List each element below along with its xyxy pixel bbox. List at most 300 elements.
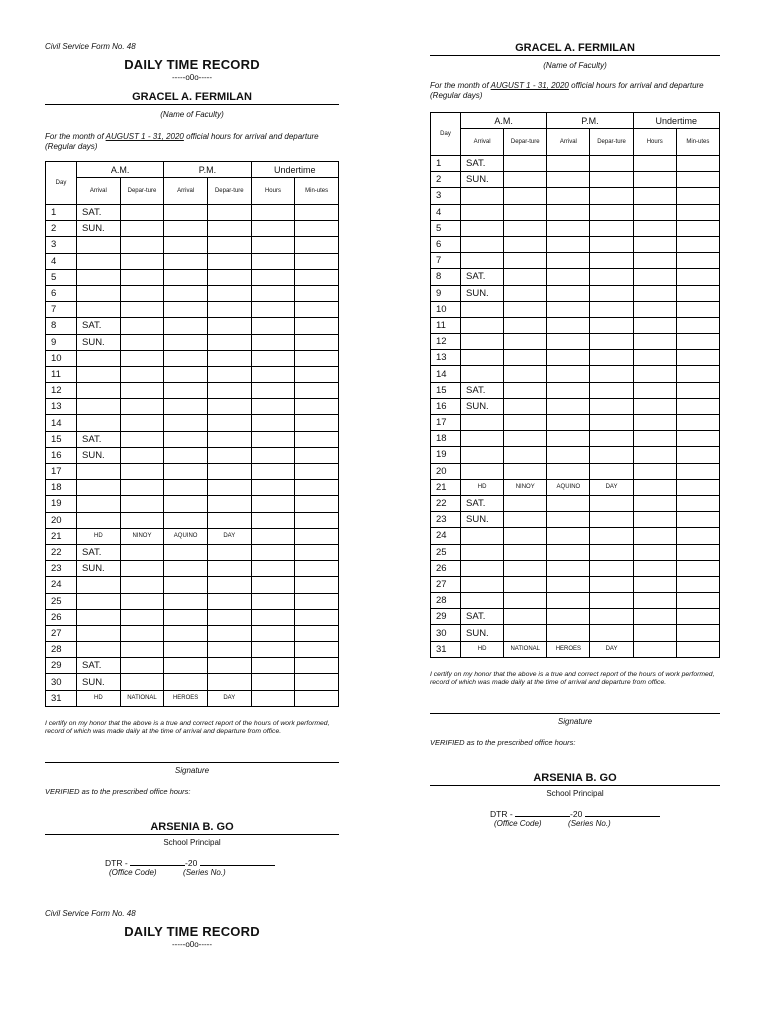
header-hours: Hours xyxy=(633,129,676,156)
pm-arrival-cell xyxy=(164,431,208,447)
pm-departure-cell xyxy=(590,625,633,641)
pm-departure-cell: DAY xyxy=(590,479,633,495)
day-number: 7 xyxy=(46,302,77,318)
undertime-minutes-cell xyxy=(295,431,339,447)
day-number: 19 xyxy=(46,496,77,512)
am-departure-cell xyxy=(120,205,164,221)
verified-text: VERIFIED as to the prescribed office hours: xyxy=(45,786,191,796)
am-departure-cell xyxy=(504,625,547,641)
am-arrival-cell xyxy=(77,464,121,480)
pm-departure-cell: DAY xyxy=(207,528,251,544)
pm-departure-cell xyxy=(590,431,633,447)
undertime-hours-cell xyxy=(633,593,676,609)
pm-departure-cell xyxy=(590,301,633,317)
undertime-hours-cell xyxy=(633,528,676,544)
table-row xyxy=(431,512,720,528)
pm-departure-cell xyxy=(590,382,633,398)
signature-line: Signature xyxy=(45,762,339,775)
day-number: 30 xyxy=(431,625,461,641)
undertime-hours-cell xyxy=(251,431,295,447)
undertime-hours-cell xyxy=(251,383,295,399)
series-no-blank xyxy=(200,865,275,866)
table-row xyxy=(431,560,720,576)
undertime-minutes-cell xyxy=(676,479,719,495)
undertime-minutes-cell xyxy=(676,447,719,463)
table-row xyxy=(46,221,339,237)
undertime-hours-cell xyxy=(633,382,676,398)
table-row xyxy=(46,609,339,625)
pm-departure-cell xyxy=(590,350,633,366)
table-row xyxy=(431,366,720,382)
pm-departure-cell xyxy=(207,593,251,609)
am-arrival-cell xyxy=(77,609,121,625)
undertime-minutes-cell xyxy=(295,334,339,350)
am-departure-cell xyxy=(120,334,164,350)
pm-departure-cell xyxy=(207,496,251,512)
am-departure-cell xyxy=(120,253,164,269)
am-arrival-cell xyxy=(77,480,121,496)
am-departure-cell: NATIONAL xyxy=(120,690,164,706)
faculty-name: GRACEL A. FERMILAN xyxy=(430,42,720,56)
am-arrival-cell: SUN. xyxy=(461,625,504,641)
table-row xyxy=(46,383,339,399)
pm-departure-cell xyxy=(207,269,251,285)
pm-departure-cell xyxy=(207,625,251,641)
am-departure-cell xyxy=(120,285,164,301)
undertime-hours-cell xyxy=(633,495,676,511)
am-arrival-cell: SAT. xyxy=(461,382,504,398)
am-departure-cell xyxy=(504,544,547,560)
undertime-minutes-cell xyxy=(295,205,339,221)
am-arrival-cell: SAT. xyxy=(461,156,504,172)
pm-arrival-cell xyxy=(547,560,590,576)
table-row xyxy=(431,576,720,592)
pm-arrival-cell xyxy=(164,480,208,496)
am-arrival-cell xyxy=(77,383,121,399)
table-row xyxy=(46,237,339,253)
dtr-code-labels xyxy=(430,819,720,828)
am-departure-cell xyxy=(120,609,164,625)
pm-departure-cell xyxy=(590,528,633,544)
undertime-hours-cell xyxy=(251,237,295,253)
am-departure-cell xyxy=(120,561,164,577)
table-row xyxy=(431,382,720,398)
table-row xyxy=(431,593,720,609)
header-pm-arrival: Arrival xyxy=(164,178,208,205)
undertime-hours-cell xyxy=(251,480,295,496)
undertime-minutes-cell xyxy=(676,593,719,609)
day-number: 31 xyxy=(46,690,77,706)
undertime-hours-cell xyxy=(251,464,295,480)
pm-departure-cell xyxy=(207,512,251,528)
pm-arrival-cell xyxy=(547,220,590,236)
am-departure-cell xyxy=(504,317,547,333)
table-row xyxy=(46,399,339,415)
table-row xyxy=(46,285,339,301)
document-title: DAILY TIME RECORD xyxy=(124,924,260,939)
am-arrival-cell xyxy=(461,317,504,333)
day-number: 25 xyxy=(431,544,461,560)
am-arrival-cell xyxy=(461,544,504,560)
pm-departure-cell xyxy=(207,318,251,334)
day-number: 4 xyxy=(431,204,461,220)
am-departure-cell xyxy=(120,625,164,641)
am-departure-cell xyxy=(504,285,547,301)
day-number: 23 xyxy=(46,561,77,577)
undertime-minutes-cell xyxy=(295,269,339,285)
day-number: 1 xyxy=(431,156,461,172)
am-arrival-cell xyxy=(77,366,121,382)
pm-arrival-cell xyxy=(547,156,590,172)
pm-arrival-cell xyxy=(164,544,208,560)
am-departure-cell xyxy=(504,156,547,172)
undertime-hours-cell xyxy=(251,221,295,237)
am-arrival-cell: SUN. xyxy=(77,221,121,237)
am-arrival-cell xyxy=(461,366,504,382)
pm-arrival-cell xyxy=(547,544,590,560)
am-arrival-cell: HD xyxy=(461,641,504,657)
day-number: 28 xyxy=(431,593,461,609)
table-row xyxy=(431,625,720,641)
day-number: 24 xyxy=(46,577,77,593)
pm-arrival-cell xyxy=(164,205,208,221)
pm-arrival-cell xyxy=(547,528,590,544)
pm-departure-cell xyxy=(590,334,633,350)
am-departure-cell xyxy=(504,253,547,269)
am-arrival-cell xyxy=(461,431,504,447)
day-number: 14 xyxy=(431,366,461,382)
pm-departure-cell xyxy=(590,188,633,204)
table-row xyxy=(431,317,720,333)
table-row xyxy=(431,431,720,447)
day-number: 1 xyxy=(46,205,77,221)
undertime-hours-cell xyxy=(633,317,676,333)
am-departure-cell xyxy=(504,560,547,576)
am-departure-cell xyxy=(504,236,547,252)
header-day: Day xyxy=(46,162,77,205)
undertime-hours-cell xyxy=(251,674,295,690)
am-arrival-cell xyxy=(461,463,504,479)
undertime-minutes-cell xyxy=(676,544,719,560)
pm-arrival-cell xyxy=(547,317,590,333)
office-code-blank xyxy=(130,865,185,866)
pm-departure-cell xyxy=(207,544,251,560)
day-number: 19 xyxy=(431,447,461,463)
header-am-arrival: Arrival xyxy=(77,178,121,205)
am-departure-cell xyxy=(120,221,164,237)
undertime-minutes-cell xyxy=(676,188,719,204)
day-number: 24 xyxy=(431,528,461,544)
undertime-hours-cell xyxy=(251,285,295,301)
am-arrival-cell: HD xyxy=(461,479,504,495)
header-pm-departure: Depar-ture xyxy=(590,129,633,156)
pm-departure-cell xyxy=(207,415,251,431)
header-pm-departure: Depar-ture xyxy=(207,178,251,205)
am-arrival-cell: SAT. xyxy=(77,431,121,447)
am-departure-cell xyxy=(504,172,547,188)
day-number: 12 xyxy=(431,334,461,350)
table-row xyxy=(431,463,720,479)
undertime-hours-cell xyxy=(251,577,295,593)
am-departure-cell xyxy=(504,576,547,592)
undertime-minutes-cell xyxy=(295,480,339,496)
am-departure-cell xyxy=(504,204,547,220)
undertime-hours-cell xyxy=(633,415,676,431)
undertime-hours-cell xyxy=(633,253,676,269)
pm-departure-cell xyxy=(207,464,251,480)
am-arrival-cell: SUN. xyxy=(461,172,504,188)
principal-title: School Principal xyxy=(546,788,604,798)
pm-arrival-cell xyxy=(547,236,590,252)
am-arrival-cell xyxy=(461,593,504,609)
am-departure-cell xyxy=(120,593,164,609)
undertime-minutes-cell xyxy=(295,577,339,593)
table-row xyxy=(431,398,720,414)
time-record-table xyxy=(430,112,720,658)
day-number: 20 xyxy=(431,463,461,479)
am-arrival-cell: SAT. xyxy=(461,495,504,511)
am-arrival-cell xyxy=(461,236,504,252)
undertime-minutes-cell xyxy=(676,366,719,382)
undertime-hours-cell xyxy=(251,318,295,334)
pm-departure-cell xyxy=(207,334,251,350)
day-number: 8 xyxy=(46,318,77,334)
day-number: 9 xyxy=(431,285,461,301)
pm-arrival-cell xyxy=(164,512,208,528)
dtr-series-line xyxy=(430,809,720,819)
undertime-minutes-cell xyxy=(295,318,339,334)
pm-departure-cell xyxy=(590,544,633,560)
am-arrival-cell xyxy=(77,302,121,318)
undertime-minutes-cell xyxy=(676,301,719,317)
undertime-minutes-cell xyxy=(676,334,719,350)
pm-arrival-cell xyxy=(164,609,208,625)
day-number: 18 xyxy=(431,431,461,447)
certification-text: I certify on my honor that the above is a true and correct report of the hours of work performed, record of which was made daily at the time of arrival and departure from office. xyxy=(45,719,330,735)
pm-arrival-cell xyxy=(164,625,208,641)
undertime-minutes-cell xyxy=(676,415,719,431)
am-arrival-cell xyxy=(461,350,504,366)
undertime-hours-cell xyxy=(251,512,295,528)
pm-arrival-cell xyxy=(164,253,208,269)
principal-title: School Principal xyxy=(163,837,221,847)
pm-arrival-cell xyxy=(547,285,590,301)
dtr-form-left-next xyxy=(45,909,339,949)
undertime-hours-cell xyxy=(251,609,295,625)
undertime-hours-cell xyxy=(251,658,295,674)
am-departure-cell xyxy=(504,495,547,511)
pm-departure-cell xyxy=(207,431,251,447)
undertime-minutes-cell xyxy=(295,350,339,366)
day-number: 4 xyxy=(46,253,77,269)
am-departure-cell xyxy=(120,658,164,674)
time-record-table xyxy=(45,161,339,707)
pm-departure-cell xyxy=(207,237,251,253)
header-undertime: Undertime xyxy=(633,113,719,129)
pm-arrival-cell xyxy=(164,415,208,431)
am-arrival-cell xyxy=(77,577,121,593)
day-number: 26 xyxy=(46,609,77,625)
undertime-minutes-cell xyxy=(295,625,339,641)
undertime-minutes-cell xyxy=(676,512,719,528)
pm-departure-cell xyxy=(590,172,633,188)
pm-arrival-cell xyxy=(164,221,208,237)
am-departure-cell xyxy=(120,350,164,366)
header-am-departure: Depar-ture xyxy=(504,129,547,156)
am-departure-cell: NINOY xyxy=(504,479,547,495)
pm-departure-cell xyxy=(590,156,633,172)
day-number: 6 xyxy=(46,285,77,301)
undertime-minutes-cell xyxy=(676,172,719,188)
undertime-minutes-cell xyxy=(676,156,719,172)
table-row xyxy=(431,447,720,463)
am-arrival-cell: SUN. xyxy=(77,447,121,463)
am-arrival-cell xyxy=(77,269,121,285)
day-number: 10 xyxy=(431,301,461,317)
day-number: 11 xyxy=(46,366,77,382)
pm-departure-cell xyxy=(207,674,251,690)
pm-arrival-cell xyxy=(164,561,208,577)
month-value: AUGUST 1 - 31, 2020 xyxy=(490,81,569,90)
undertime-hours-cell xyxy=(633,334,676,350)
undertime-minutes-cell xyxy=(676,350,719,366)
undertime-minutes-cell xyxy=(295,237,339,253)
separator: -----o0o----- xyxy=(172,940,212,949)
day-number: 31 xyxy=(431,641,461,657)
undertime-hours-cell xyxy=(633,285,676,301)
pm-departure-cell xyxy=(590,317,633,333)
am-arrival-cell xyxy=(461,220,504,236)
day-number: 7 xyxy=(431,253,461,269)
am-arrival-cell xyxy=(77,642,121,658)
time-record-rows xyxy=(46,205,339,707)
pm-arrival-cell xyxy=(547,495,590,511)
pm-departure-cell xyxy=(590,463,633,479)
day-number: 11 xyxy=(431,317,461,333)
undertime-hours-cell xyxy=(251,399,295,415)
undertime-minutes-cell xyxy=(676,317,719,333)
am-arrival-cell: SUN. xyxy=(461,285,504,301)
pm-departure-cell xyxy=(590,447,633,463)
am-departure-cell xyxy=(120,366,164,382)
table-row xyxy=(431,188,720,204)
table-row xyxy=(46,302,339,318)
pm-arrival-cell xyxy=(547,431,590,447)
pm-arrival-cell xyxy=(547,350,590,366)
undertime-minutes-cell xyxy=(676,253,719,269)
table-row xyxy=(431,479,720,495)
am-arrival-cell xyxy=(461,301,504,317)
am-arrival-cell: SAT. xyxy=(461,609,504,625)
table-row xyxy=(46,318,339,334)
undertime-hours-cell xyxy=(251,561,295,577)
undertime-hours-cell xyxy=(633,301,676,317)
pm-arrival-cell xyxy=(547,415,590,431)
day-number: 6 xyxy=(431,236,461,252)
am-departure-cell xyxy=(504,269,547,285)
undertime-hours-cell xyxy=(633,625,676,641)
pm-arrival-cell xyxy=(547,334,590,350)
header-minutes: Min-utes xyxy=(676,129,719,156)
month-value: AUGUST 1 - 31, 2020 xyxy=(105,132,184,141)
pm-departure-cell xyxy=(207,302,251,318)
am-departure-cell xyxy=(504,415,547,431)
undertime-minutes-cell xyxy=(295,609,339,625)
header-pm: P.M. xyxy=(164,162,251,178)
undertime-hours-cell xyxy=(251,496,295,512)
dtr-prefix: DTR - xyxy=(105,857,128,868)
am-arrival-cell: SUN. xyxy=(461,398,504,414)
table-row xyxy=(46,350,339,366)
am-arrival-cell xyxy=(461,253,504,269)
am-departure-cell xyxy=(120,318,164,334)
pm-arrival-cell xyxy=(164,447,208,463)
table-row xyxy=(46,561,339,577)
am-departure-cell xyxy=(504,593,547,609)
undertime-hours-cell xyxy=(251,642,295,658)
undertime-minutes-cell xyxy=(676,431,719,447)
undertime-minutes-cell xyxy=(295,366,339,382)
pm-arrival-cell xyxy=(547,609,590,625)
table-row xyxy=(46,253,339,269)
undertime-minutes-cell xyxy=(676,463,719,479)
am-departure-cell xyxy=(120,431,164,447)
am-arrival-cell: HD xyxy=(77,690,121,706)
undertime-hours-cell xyxy=(633,398,676,414)
day-number: 21 xyxy=(46,528,77,544)
am-arrival-cell xyxy=(461,204,504,220)
table-row xyxy=(46,269,339,285)
am-departure-cell xyxy=(120,464,164,480)
am-arrival-cell xyxy=(461,188,504,204)
undertime-minutes-cell xyxy=(295,496,339,512)
pm-departure-cell xyxy=(590,220,633,236)
table-row xyxy=(46,674,339,690)
table-row xyxy=(431,253,720,269)
pm-departure-cell xyxy=(590,576,633,592)
undertime-hours-cell xyxy=(633,204,676,220)
am-departure-cell xyxy=(120,399,164,415)
undertime-hours-cell xyxy=(633,479,676,495)
day-number: 2 xyxy=(46,221,77,237)
undertime-minutes-cell xyxy=(295,399,339,415)
table-row xyxy=(431,415,720,431)
am-arrival-cell: SUN. xyxy=(77,561,121,577)
day-number: 12 xyxy=(46,383,77,399)
undertime-minutes-cell xyxy=(295,415,339,431)
pm-arrival-cell xyxy=(164,577,208,593)
pm-departure-cell xyxy=(207,350,251,366)
am-departure-cell xyxy=(504,512,547,528)
pm-arrival-cell: HEROES xyxy=(164,690,208,706)
am-departure-cell xyxy=(120,269,164,285)
am-departure-cell xyxy=(504,398,547,414)
undertime-hours-cell xyxy=(633,188,676,204)
pm-departure-cell xyxy=(207,642,251,658)
pm-arrival-cell xyxy=(547,447,590,463)
pm-arrival-cell xyxy=(164,237,208,253)
pm-departure-cell xyxy=(207,366,251,382)
table-row xyxy=(46,464,339,480)
principal-name: ARSENIA B. GO xyxy=(45,821,339,835)
table-row xyxy=(431,495,720,511)
am-departure-cell: NINOY xyxy=(120,528,164,544)
am-arrival-cell: SUN. xyxy=(77,674,121,690)
undertime-minutes-cell xyxy=(676,285,719,301)
am-departure-cell xyxy=(504,447,547,463)
day-number: 5 xyxy=(46,269,77,285)
undertime-hours-cell xyxy=(251,269,295,285)
